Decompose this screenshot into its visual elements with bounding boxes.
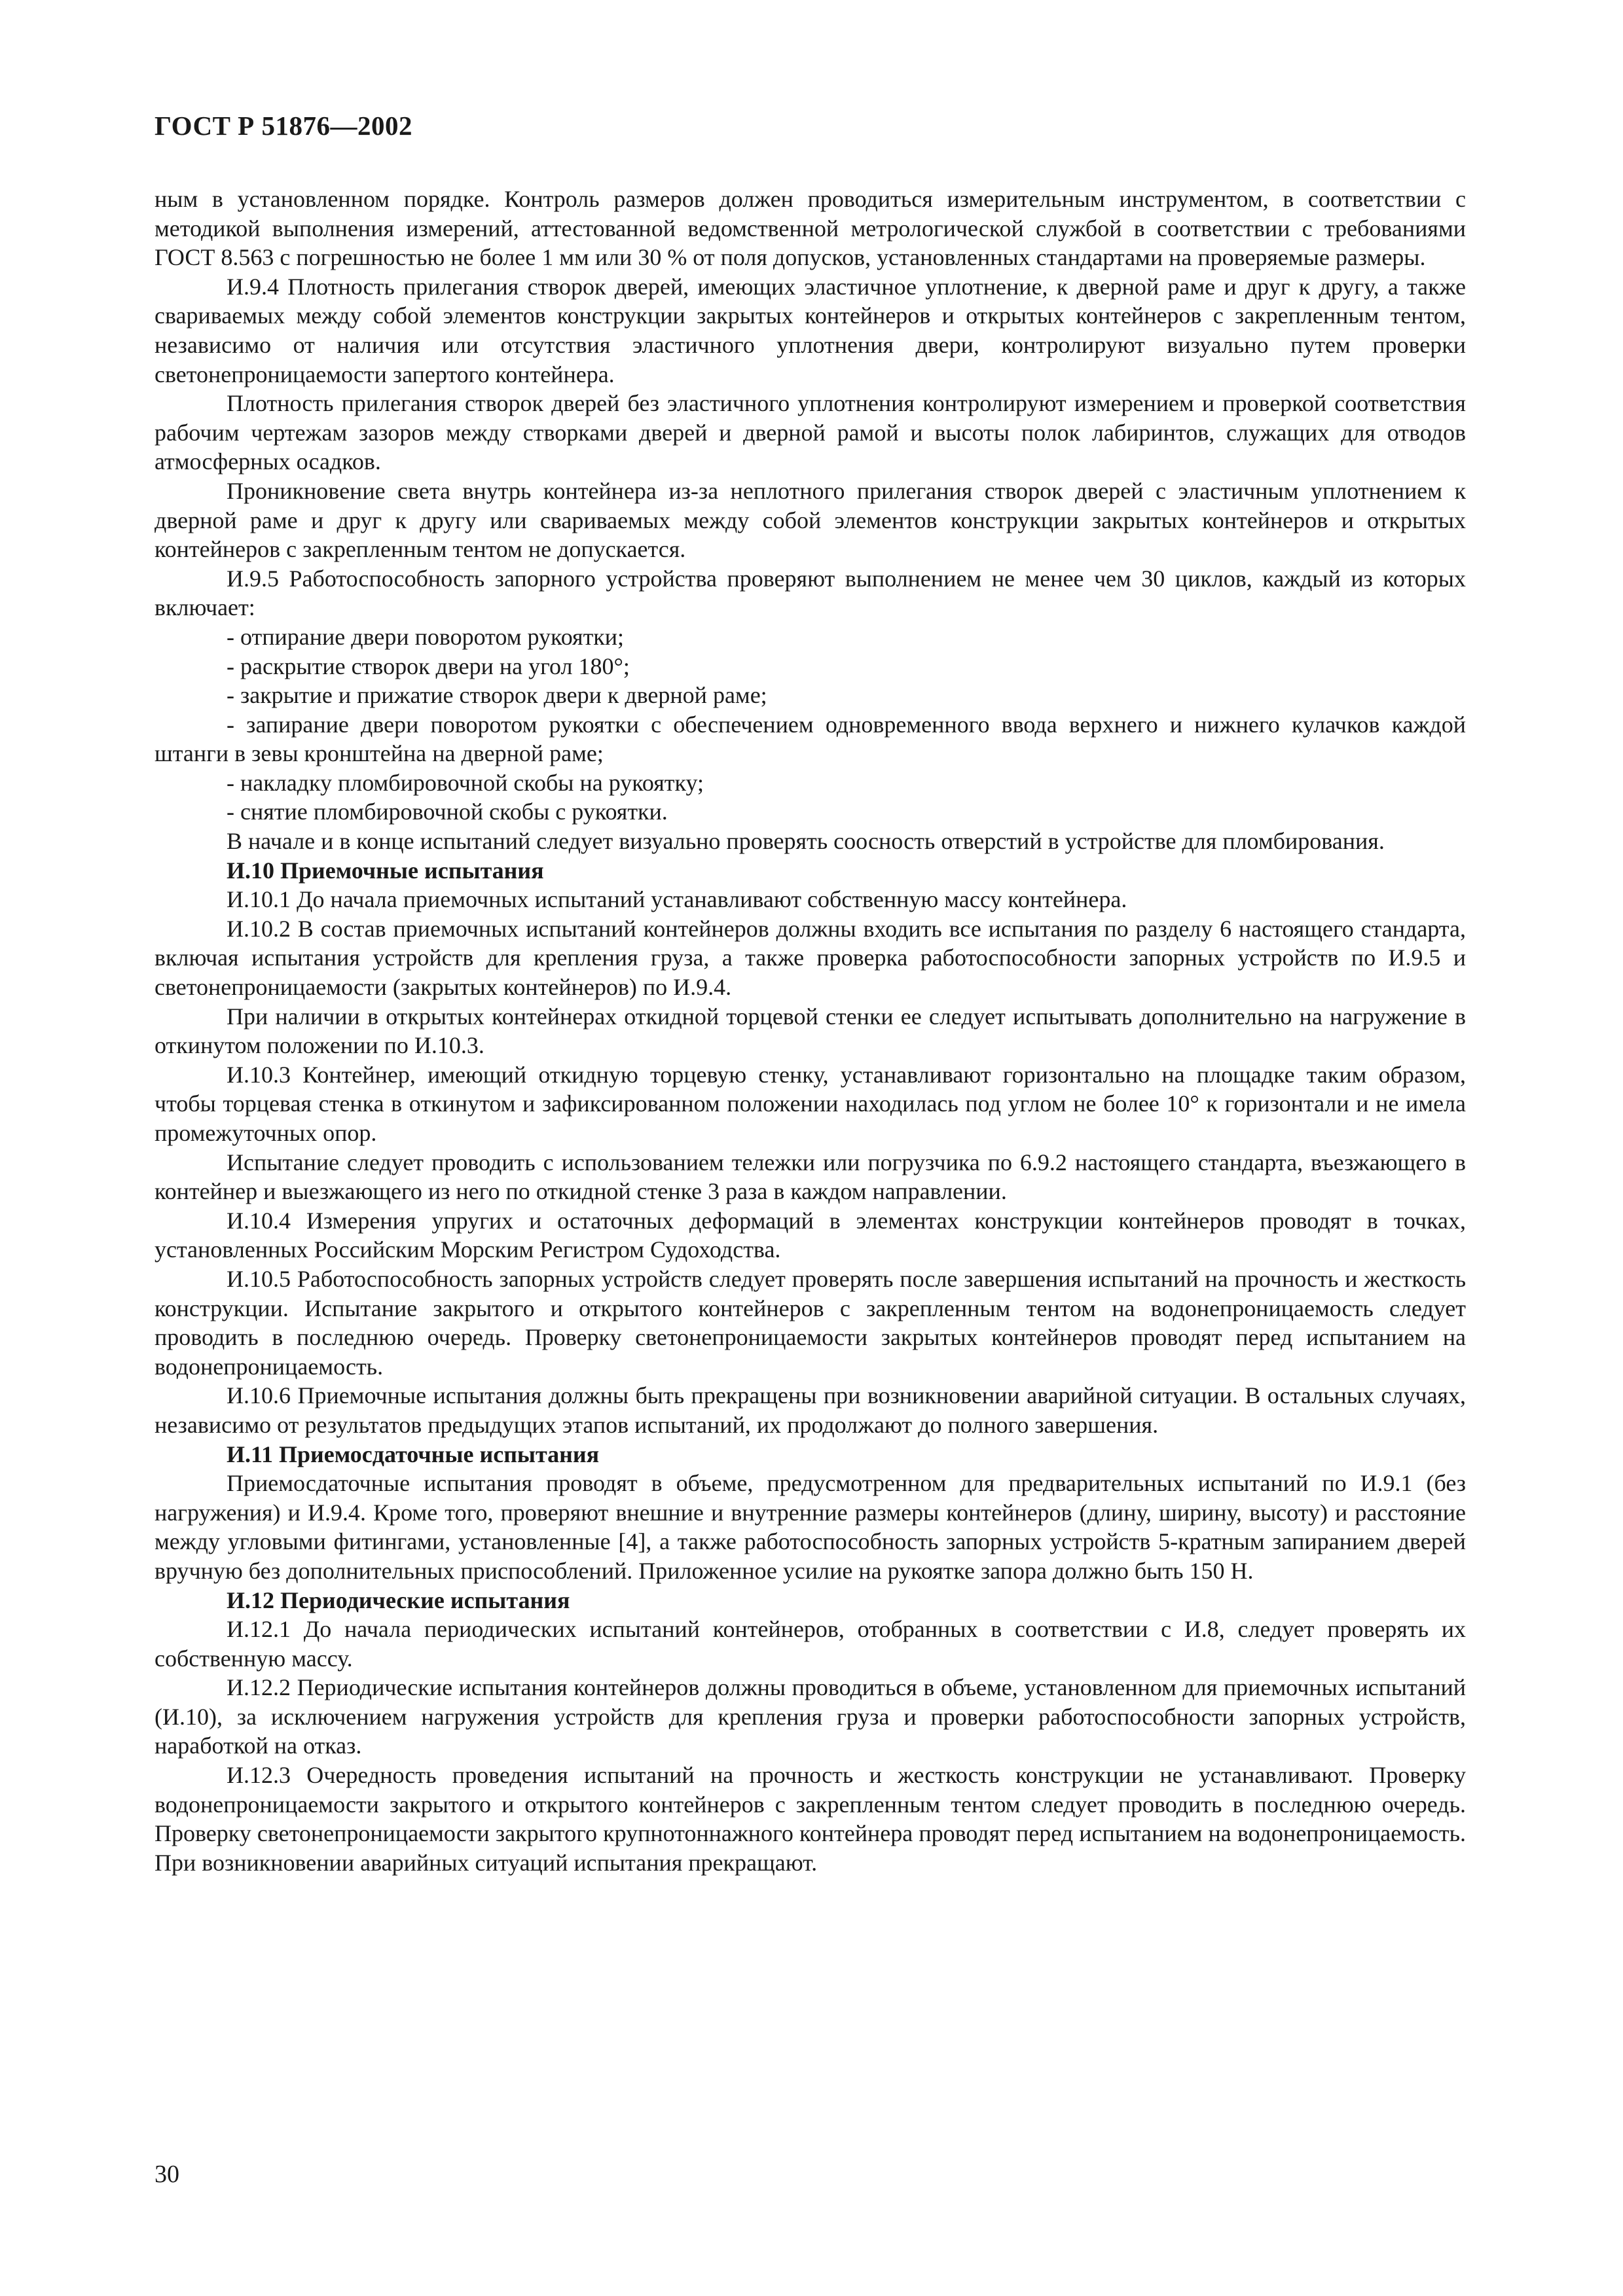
list-item: - раскрытие створок двери на угол 180°; bbox=[227, 653, 630, 679]
cycle-steps-list bbox=[155, 622, 1466, 827]
paragraph: И.9.5 Работоспособность запорного устройства проверяют выполнением не менее чем 30 циклов, каждый из которых включает: bbox=[155, 565, 1466, 621]
paragraph: И.10.4 Измерения упругих и остаточных деформаций в элементах конструкции контейнеров проводят в точках, установленных Российским Морским Регистром Судоходства. bbox=[155, 1207, 1466, 1263]
paragraph: При наличии в открытых контейнерах откидной торцевой стенки ее следует испытывать дополнительно на нагружение в откинутом положении по И.10.3. bbox=[155, 1003, 1466, 1059]
paragraph: И.10.2 В состав приемочных испытаний контейнеров должны входить все испытания по разделу 6 настоящего стандарта, включая испытания устройств для крепления груза, а также проверка работоспособности запорных устройств по И.9.5 и светонепроницаемости (закрытых контейнеров) по И.9.4. bbox=[155, 915, 1466, 1001]
paragraph: Приемосдаточные испытания проводят в объеме, предусмотренном для предварительных испытаний по И.9.1 (без нагружения) и И.9.4. Кроме того, проверяют внешние и внутренние размеры контейнеров (длину, ширину, высоту) и расстояние между угловыми фитингами, установленные [4], а также работоспособность запорных устройств 5-кратным запиранием дверей вручную без дополнительных приспособлений. Приложенное усилие на рукоятке запора должно быть 150 Н. bbox=[155, 1470, 1466, 1584]
section-heading: И.11 Приемосдаточные испытания bbox=[227, 1441, 600, 1467]
paragraph: И.10.5 Работоспособность запорных устройств следует проверять после завершения испытаний на прочность и жесткость конструкции. Испытание закрытого и открытого контейнеров с закрепленным тентом на водонепроницаемость следует проводить в последнюю очередь. Проверку светонепроницаемости закрытых контейнеров проводят перед испытанием на водонепроницаемость. bbox=[155, 1265, 1466, 1380]
document-body bbox=[155, 185, 1466, 1877]
section-heading: И.12 Периодические испытания bbox=[227, 1587, 570, 1613]
paragraph: Плотность прилегания створок дверей без эластичного уплотнения контролируют измерением и проверкой соответствия рабочим чертежам зазоров между створками дверей и дверной рамой и высоты полок лабиринтов, служащих для отводов атмосферных осадков. bbox=[155, 390, 1466, 475]
paragraph: И.10.1 До начала приемочных испытаний устанавливают собственную массу контейнера. bbox=[227, 886, 1127, 913]
document-header: ГОСТ Р 51876—2002 bbox=[155, 111, 412, 141]
section-heading: И.10 Приемочные испытания bbox=[227, 857, 544, 884]
paragraph: И.12.1 До начала периодических испытаний контейнеров, отобранных в соответствии с И.8, следует проверять их собственную массу. bbox=[155, 1616, 1466, 1672]
paragraph: И.10.3 Контейнер, имеющий откидную торцевую стенку, устанавливают горизонтально на площадке таким образом, чтобы торцевая стенка в откинутом и зафиксированном положении находилась под углом не более 10° к горизонтали и не имела промежуточных опор. bbox=[155, 1061, 1466, 1146]
paragraph: Проникновение света внутрь контейнера из-за неплотного прилегания створок дверей с эластичным уплотнением к дверной раме и друг к другу или свариваемых между собой элементов конструкции закрытых контейнеров и открытых контейнеров с закрепленным тентом не допускается. bbox=[155, 477, 1466, 563]
list-item: - снятие пломбировочной скобы с рукоятки. bbox=[227, 798, 668, 825]
list-item: - накладку пломбировочной скобы на рукоятку; bbox=[227, 769, 704, 796]
list-item: - запирание двери поворотом рукоятки с обеспечением одновременного ввода верхнего и нижнего кулачков каждой штанги в зевы кронштейна на дверной раме; bbox=[155, 711, 1466, 767]
page-number: 30 bbox=[155, 2161, 179, 2188]
paragraph: И.12.2 Периодические испытания контейнеров должны проводиться в объеме, установленном для приемочных испытаний (И.10), за исключением нагружения устройств для крепления груза и проверки работоспособности запорных устройств, наработкой на отказ. bbox=[155, 1674, 1466, 1759]
paragraph: И.12.3 Очередность проведения испытаний на прочность и жесткость конструкции не устанавливают. Проверку водонепроницаемости закрытого и открытого контейнеров с закрепленным тентом следует проводить в последнюю очередь. Проверку светонепроницаемости закрытого крупнотоннажного контейнера проводят перед испытанием на водонепроницаемость. При возникновении аварийных ситуаций испытания прекращают. bbox=[155, 1762, 1466, 1876]
list-item: - отпирание двери поворотом рукоятки; bbox=[227, 623, 625, 650]
paragraph: И.10.6 Приемочные испытания должны быть прекращены при возникновении аварийной ситуации. В остальных случаях, независимо от результатов предыдущих этапов испытаний, их продолжают до полного завершения. bbox=[155, 1382, 1466, 1438]
paragraph: В начале и в конце испытаний следует визуально проверять соосность отверстий в устройстве для пломбирования. bbox=[227, 828, 1385, 855]
paragraph: Испытание следует проводить с использованием тележки или погрузчика по 6.9.2 настоящего стандарта, въезжающего в контейнер и выезжающего из него по откидной стенке 3 раза в каждом направлении. bbox=[155, 1149, 1466, 1205]
paragraph: ным в установленном порядке. Контроль размеров должен проводиться измерительным инструментом, в соответствии с методикой выполнения измерений, аттестованной ведомственной метрологической службой в соответствии с требованиями ГОСТ 8.563 с погрешностью не более 1 мм или 30 % от поля допусков, установленных стандартами на проверяемые размеры. bbox=[155, 186, 1466, 271]
list-item: - закрытие и прижатие створок двери к дверной раме; bbox=[227, 682, 767, 709]
paragraph: И.9.4 Плотность прилегания створок дверей, имеющих эластичное уплотнение, к дверной раме и друг к другу, а также свариваемых между собой элементов конструкции закрытых контейнеров и открытых контейнеров с закрепленным тентом, независимо от наличия или отсутствия эластичного уплотнения двери, контролируют визуально путем проверки светонепроницаемости запертого контейнера. bbox=[155, 273, 1466, 387]
